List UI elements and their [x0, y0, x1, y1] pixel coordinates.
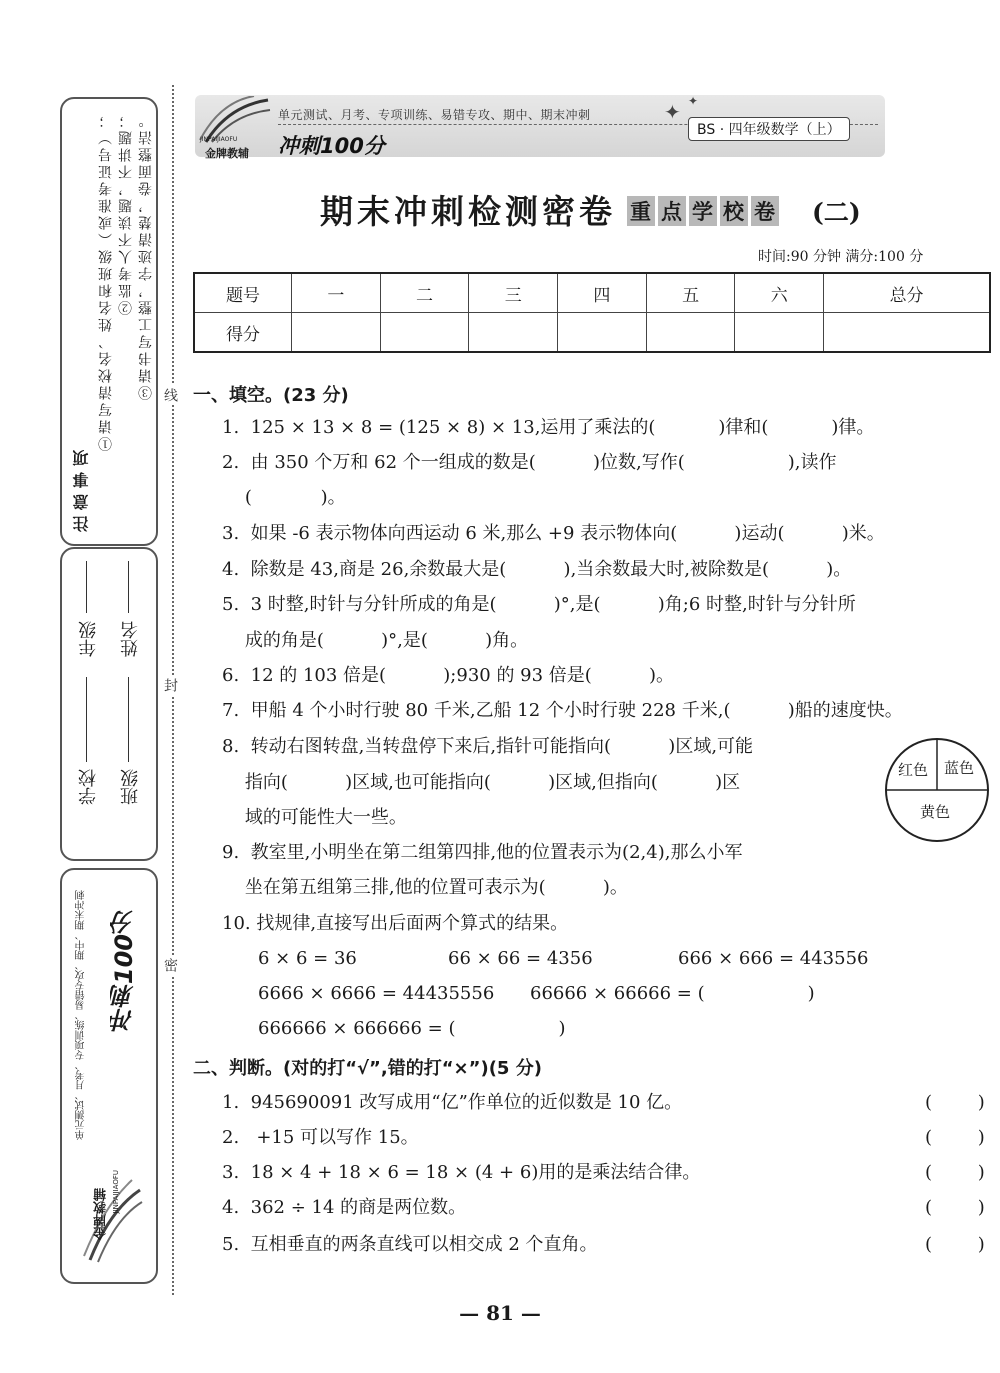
judge-item: 3. 18 × 4 + 18 × 6 = 18 × (4 + 6)用的是乘法结合律。 [222, 1162, 701, 1183]
score-header-cell: 三 [469, 273, 558, 313]
score-table [193, 272, 991, 353]
judge-item: 2. +15 可以写作 15。 [222, 1127, 419, 1148]
question-8-cont2: 域的可能性大一些。 [222, 807, 407, 828]
spinner-label-red: 红色 [898, 761, 929, 779]
judge-bracket[interactable]: ( ) [925, 1162, 985, 1183]
brand-logo-pinyin: JINPAIJIAOFU [112, 1170, 120, 1214]
cut-label-mi: 密 [160, 955, 180, 975]
key-school-char: 卷 [751, 196, 779, 226]
judge-bracket[interactable]: ( ) [925, 1234, 985, 1255]
score-cell[interactable] [558, 313, 647, 353]
pattern-item: 666666 × 666666 = ( ) [258, 1018, 566, 1039]
score-header-cell: 一 [292, 273, 381, 313]
score-header-cell: 二 [380, 273, 469, 313]
pattern-item: 6666 × 6666 = 44435556 [258, 983, 495, 1004]
score-header-cell: 四 [558, 273, 647, 313]
time-info: 时间:90 分钟 满分:100 分 [758, 249, 924, 265]
key-school-char: 点 [658, 196, 686, 226]
question-5: 5. 3 时整,时针与分针所成的角是( )°,是( )角;6 时整,时针与分针所 [222, 594, 856, 615]
question-6: 6. 12 的 103 倍是( );930 的 93 倍是( )。 [222, 665, 675, 686]
judge-item: 1. 945690091 改写成用“亿”作单位的近似数是 10 亿。 [222, 1092, 683, 1113]
grade-tag: BS · 四年级数学（上） [688, 117, 850, 141]
sparkle-small-icon: ✦ [688, 94, 699, 108]
header-logo-text: 金牌教辅 [205, 147, 249, 160]
field-name-line[interactable] [128, 561, 129, 613]
question-9: 9. 教室里,小明坐在第二组第四排,他的位置表示为(2,4),那么小军 [222, 842, 743, 863]
score-value-row [194, 313, 990, 353]
score-header-cell: 六 [735, 273, 824, 313]
field-name-label: 姓名 [120, 621, 141, 657]
header-logo-pinyin: JINPAIJIAOFU [200, 136, 238, 143]
spinner-label-blue: 蓝色 [944, 759, 975, 777]
score-header-row [194, 273, 990, 313]
key-school-char: 重 [627, 196, 655, 226]
spinner-label-yellow: 黄色 [920, 803, 951, 821]
notice-heading: 注意事项 [72, 444, 91, 532]
score-header-cell: 题号 [194, 273, 292, 313]
page-title: 期末冲刺检测密卷 [320, 192, 616, 231]
question-8-cont: 指向( )区域,也可能指向( )区域,但指向( )区 [222, 772, 741, 793]
score-cell[interactable] [824, 313, 990, 353]
question-5-cont: 成的角是( )°,是( )角。 [222, 630, 529, 651]
pattern-item: 6 × 6 = 36 [258, 948, 357, 969]
key-school-label [627, 196, 782, 226]
question-8: 8. 转动右图转盘,当转盘停下来后,指针可能指向( )区域,可能 [222, 736, 754, 757]
judge-bracket[interactable]: ( ) [925, 1127, 985, 1148]
question-7: 7. 甲船 4 个小时行驶 80 千米,乙船 12 个小时行驶 228 千米,( )船的速度快。 [222, 700, 903, 721]
brand-series: 冲刺100分 [110, 910, 138, 1033]
judge-bracket[interactable]: ( ) [925, 1092, 985, 1113]
score-cell[interactable] [292, 313, 381, 353]
notice-item-1: ①请写清校名、姓名和班级（或准考证号）； [98, 111, 114, 451]
notice-item-2: ②监考人不读题，不讲题； [118, 111, 134, 315]
judge-bracket[interactable]: ( ) [925, 1197, 985, 1218]
score-header-cell: 总分 [824, 273, 990, 313]
question-2-cont: ( )。 [222, 487, 346, 508]
question-10: 10. 找规律,直接写出后面两个算式的结果。 [222, 913, 569, 934]
student-info-box [60, 547, 158, 861]
page-number: — 81 — [459, 1301, 541, 1325]
cut-label-xian: 线 [160, 385, 180, 405]
field-school-line[interactable] [86, 677, 87, 762]
field-class-line[interactable] [128, 677, 129, 762]
question-4: 4. 除数是 43,商是 26,余数最大是( ),当余数最大时,被除数是( )。 [222, 559, 852, 580]
question-3: 3. 如果 -6 表示物体向西运动 6 米,那么 +9 表示物体向( )运动( )米。 [222, 523, 885, 544]
sparkle-icon: ✦ [664, 100, 681, 124]
spinner-figure [884, 737, 990, 843]
question-2: 2. 由 350 个万和 62 个一组成的数是( )位数,写作( ),读作 [222, 452, 837, 473]
field-school-label: 学校 [78, 769, 99, 805]
score-row-label: 得分 [194, 313, 292, 353]
question-1: 1. 125 × 13 × 8 = (125 × 8) × 13,运用了乘法的( )律和( )律。 [222, 417, 875, 438]
judge-item: 5. 互相垂直的两条直线可以相交成 2 个直角。 [222, 1234, 598, 1255]
brand-box [60, 868, 158, 1284]
section2-heading: 二、判断。(对的打“√”,错的打“×”)(5 分) [193, 1058, 542, 1079]
pattern-item: 66 × 66 = 4356 [448, 948, 593, 969]
brand-logo-text: 金牌教辅 [94, 1188, 109, 1240]
score-cell[interactable] [735, 313, 824, 353]
section1-heading: 一、填空。(23 分) [193, 385, 349, 406]
notice-box [60, 97, 158, 546]
pattern-item: 666 × 666 = 443556 [678, 948, 869, 969]
title-number: (二) [812, 198, 861, 227]
field-class-label: 班级 [120, 769, 141, 805]
notice-item-3: ③请书写工整，字迹清楚，卷面整洁。 [138, 111, 154, 400]
score-cell[interactable] [469, 313, 558, 353]
judge-item: 4. 362 ÷ 14 的商是两位数。 [222, 1197, 467, 1218]
question-9-cont: 坐在第五组第三排,他的位置可表示为( )。 [222, 877, 628, 898]
key-school-char: 学 [689, 196, 717, 226]
pattern-item: 66666 × 66666 = ( ) [530, 983, 815, 1004]
brand-sub: 单元测试、月考、专项训练、易错专攻、期中、期末冲刺 [76, 890, 87, 1140]
score-cell[interactable] [380, 313, 469, 353]
key-school-char: 校 [720, 196, 748, 226]
field-grade-line[interactable] [86, 561, 87, 613]
score-cell[interactable] [646, 313, 735, 353]
header-series: 冲刺100分 [278, 134, 385, 158]
field-grade-label: 年级 [78, 621, 99, 657]
cut-label-feng: 封 [160, 675, 180, 695]
score-header-cell: 五 [646, 273, 735, 313]
header-subtitle: 单元测试、月考、专项训练、易错专攻、期中、期末冲刺 [278, 108, 591, 122]
